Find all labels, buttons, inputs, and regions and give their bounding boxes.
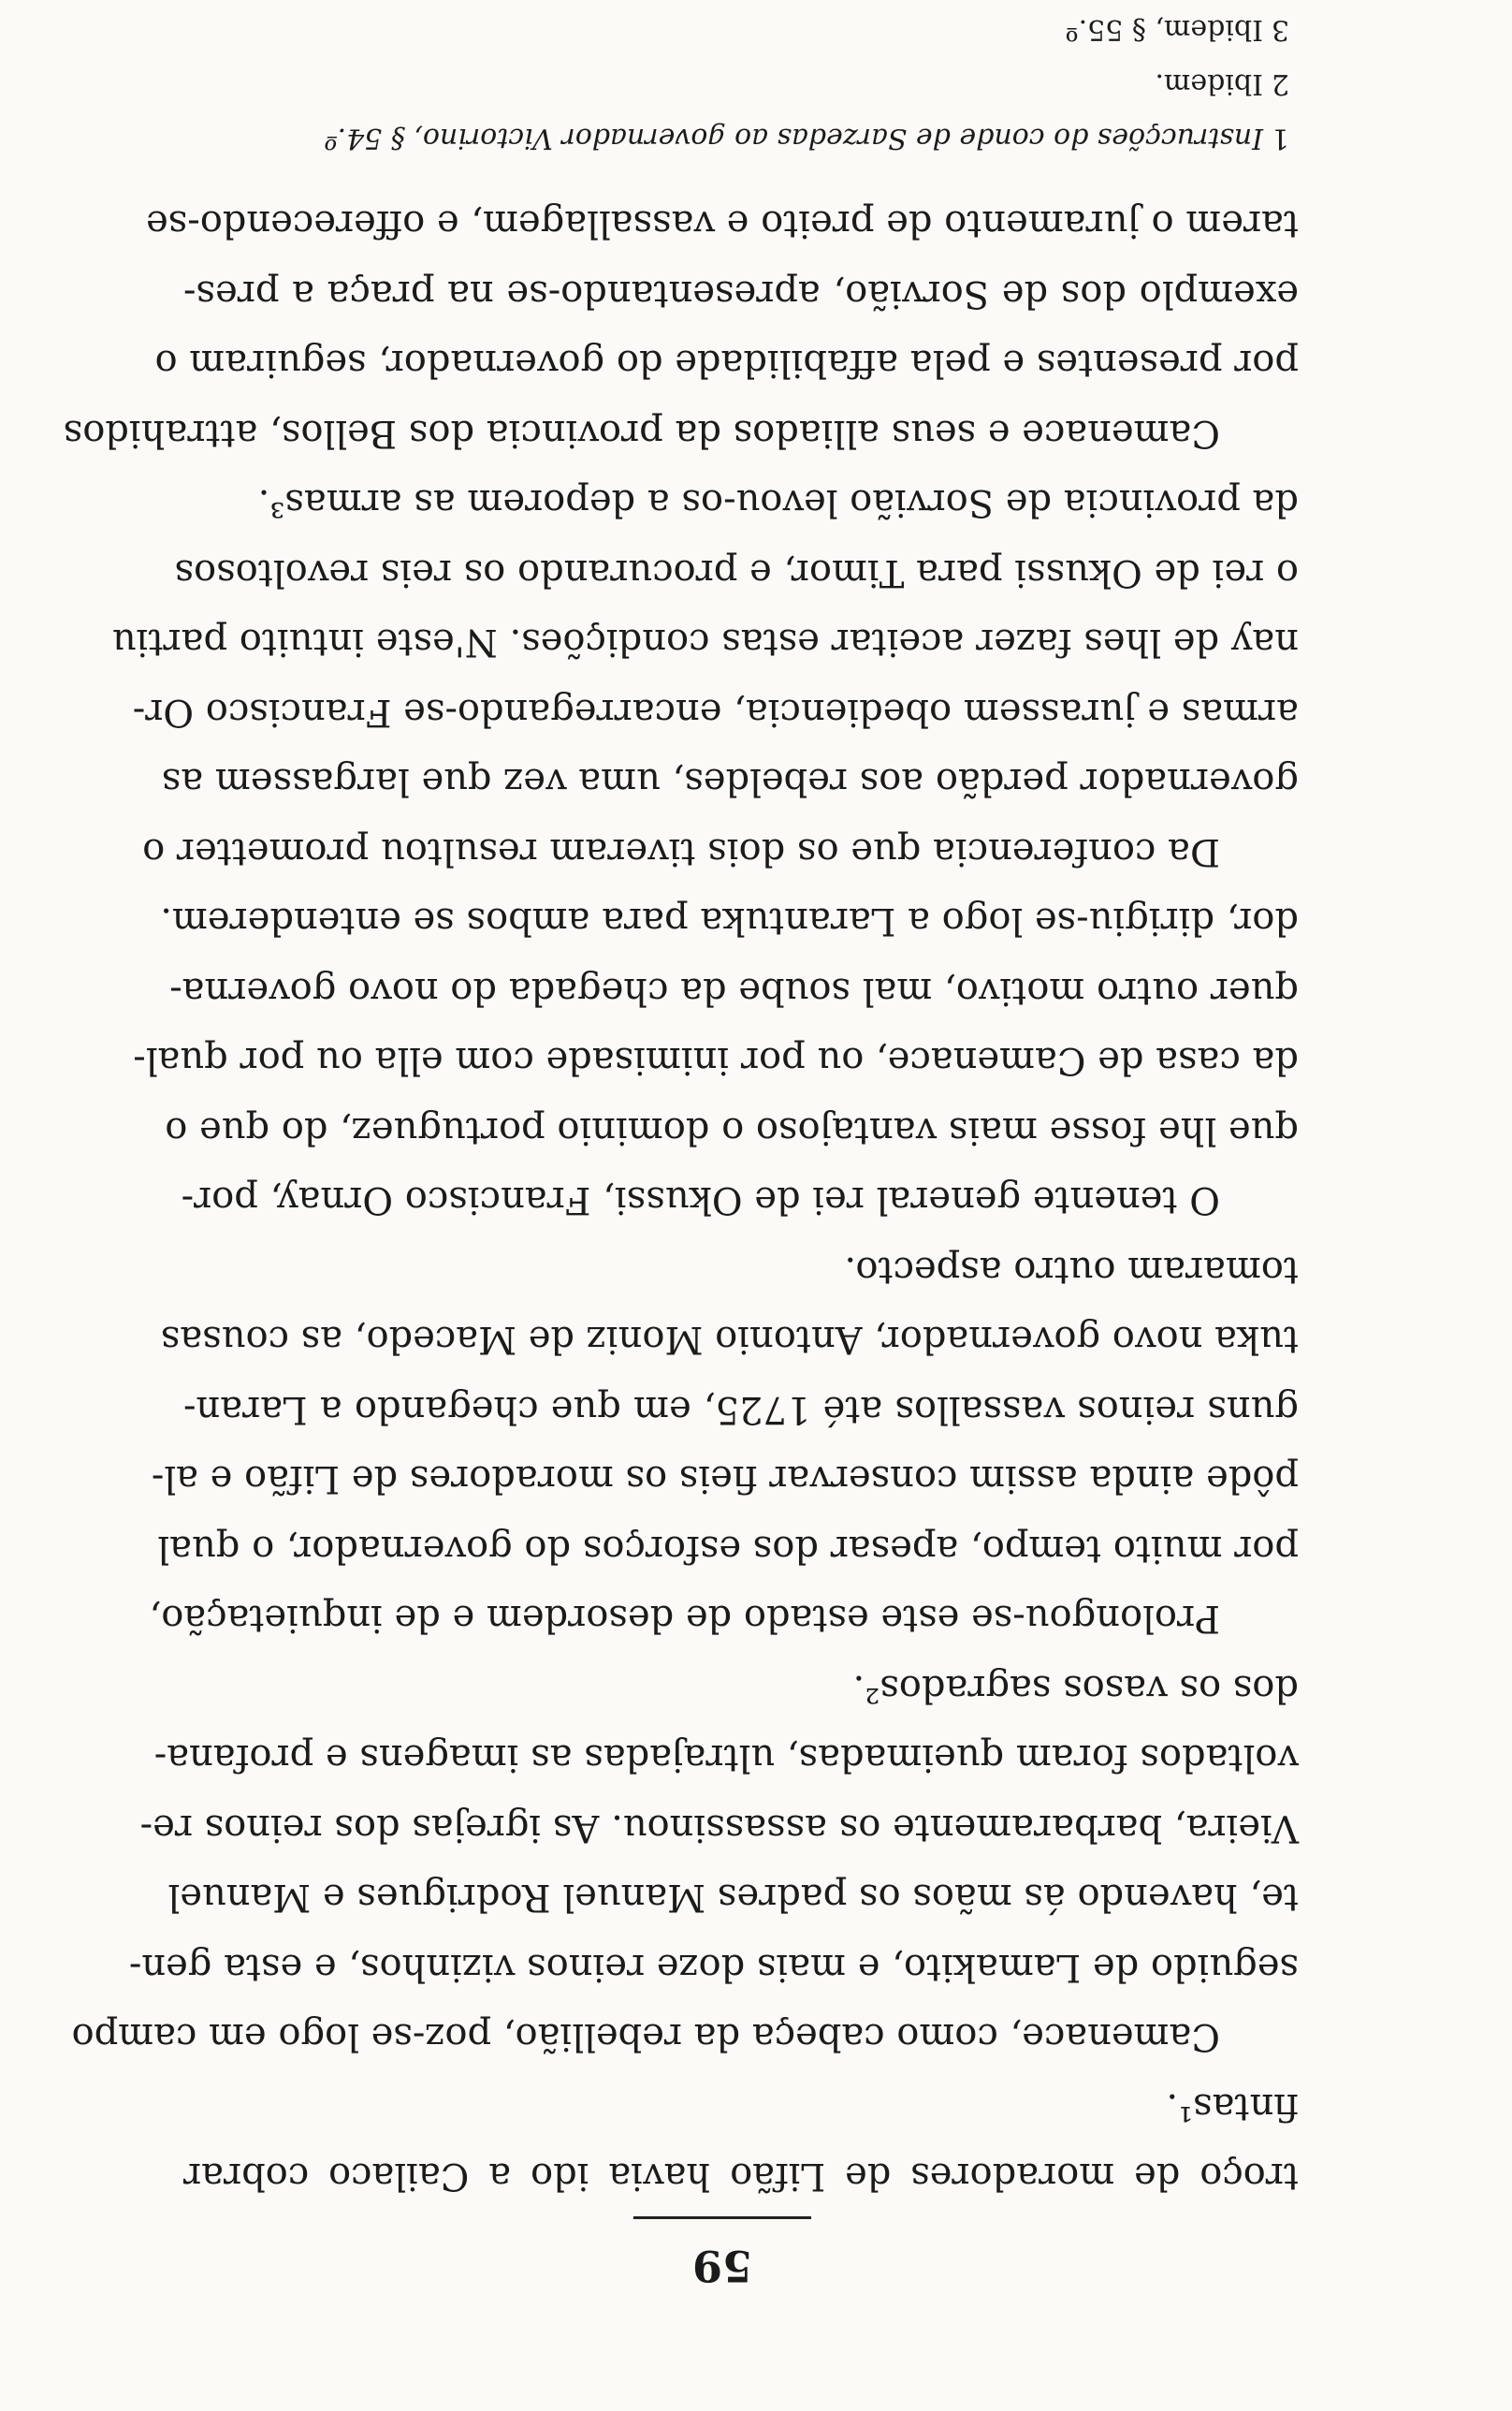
- text-line: tarem o juramento de preito e vassallagem, e offerecendo-se: [146, 202, 1299, 246]
- footnote: [183, 56, 1289, 110]
- text-line: governador perdão aos rebeldes, uma vez que largassem as: [161, 760, 1299, 804]
- header-rule: [633, 2217, 811, 2220]
- text-line: pôde ainda assim conservar fieis os moradores de Lifão e al-: [151, 1457, 1299, 1501]
- text-line: te, havendo ás mãos os padres Manuel Rodrigues e Manuel: [167, 1876, 1299, 1920]
- text-line: Prolongou-se este estado de desordem e de inquietação,: [149, 1597, 1220, 1641]
- footnote: [183, 2, 1289, 56]
- page-number: 59: [692, 2241, 753, 2291]
- text-line: guns reinos vassallos até 1725, em que chegando a Laran-: [183, 1388, 1299, 1431]
- text-line: Camenace e seus alliados da provincia dos Bellos, attrahidos: [63, 412, 1220, 455]
- footnote: [183, 110, 1289, 165]
- footnote-text: Instrucções do conde de Sarzedas ao governador Victorino, § 54.º: [324, 122, 1263, 154]
- footnotes: [183, 2, 1299, 165]
- footnote-text: Ibidem, § 55.º: [1065, 13, 1263, 46]
- footnote-text: Ibidem.: [1155, 67, 1263, 100]
- footnote-number: 3: [1271, 13, 1289, 46]
- body-text: [63, 189, 1299, 2212]
- text-line: dos os vasos sagrados².: [852, 1667, 1299, 1710]
- text-line: o rei de Okussi para Timor, e procurando os reis revoltosos: [174, 551, 1299, 594]
- text-line: por presentes e pela affabilidade do governador, seguiram o: [154, 342, 1299, 386]
- text-line: Vieira, barbaramente os assassinou. As igrejas dos reinos re-: [139, 1806, 1299, 1849]
- text-line: nay de lhes fazer aceitar estas condições. N'este intuito partiu: [111, 621, 1299, 665]
- text-line: por muito tempo, apesar dos esforços do governador, o qual: [157, 1527, 1299, 1571]
- text-line: fintas¹.: [1166, 2085, 1299, 2128]
- text-line: da casa de Camenace, ou por inimisade com ella ou por qual-: [133, 1039, 1299, 1083]
- text-line: seguido de Lamakito, e mais doze reinos vizinhos, e esta gen-: [128, 1946, 1299, 1989]
- text-line: armas e jurassem obediencia, encarregando-se Francisco Or-: [132, 691, 1299, 734]
- text-line: da provincia de Sorvião levou-os a deporem as armas³.: [257, 481, 1299, 525]
- text-line: Da conferencia que os dois tiveram resultou prometter o: [142, 830, 1220, 873]
- text-line: voltados foram queimadas, ultrajadas as imagens e profana-: [153, 1736, 1299, 1780]
- footnote-number: 1: [1271, 122, 1289, 154]
- text-line: dor, dirigiu-se logo a Larantuka para ambos se entenderem.: [160, 899, 1299, 943]
- text-line: que lhe fosse mais vantajoso o dominio portuguez, do que o: [165, 1109, 1299, 1152]
- text-line: Camenace, como cabeça da rebellião, poz-se logo em campo: [71, 2015, 1220, 2059]
- footnote-number: 2: [1271, 67, 1289, 100]
- text-line: O tenente general rei de Okussi, Francisco Ornay, por-: [181, 1178, 1220, 1222]
- text-block: [63, 2, 1299, 2301]
- text-line: troço de moradores de Lifão havia ido a Cailaco cobrar: [183, 2155, 1299, 2199]
- text-line: tuka novo governador, Antonio Moniz de Macedo, as cousas: [160, 1318, 1299, 1362]
- text-line: tomaram outro aspecto.: [844, 1249, 1299, 1292]
- text-line: exemplo dos de Sorvião, apresentando-se na praça a pres-: [183, 272, 1299, 315]
- text-line: quer outro motivo, mal soube da chegada do novo governa-: [169, 970, 1299, 1013]
